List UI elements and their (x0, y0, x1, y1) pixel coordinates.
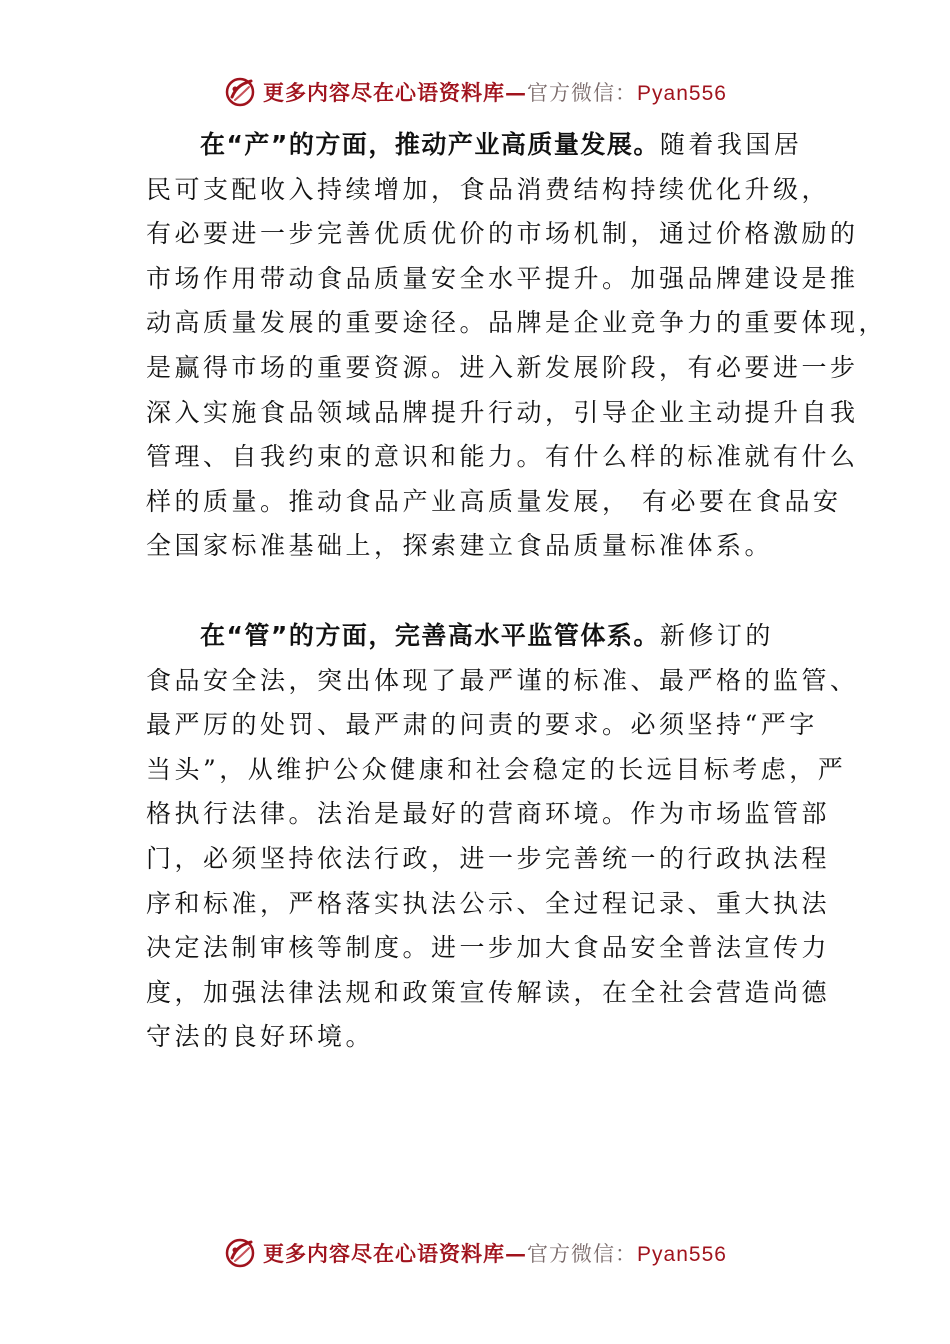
paragraph-line: 格执行法律。法治是最好的营商环境。作为市场监管部 (146, 799, 831, 829)
brand-logo-icon (223, 1236, 257, 1270)
footer-wechat-id: Pyan556 (637, 1243, 727, 1266)
paragraph-line: 最严厉的处罚、最严肃的问责的要求。必须坚持“严字 (146, 710, 818, 740)
paragraph-line: 门，必须坚持依法行政，进一步完善统一的行政执法程 (146, 843, 831, 873)
document-body (146, 123, 888, 1060)
paragraph-line: 是赢得市场的重要资源。进入新发展阶段，有必要进一步 (146, 352, 859, 382)
paragraph-line: 序和标准，严格落实执法公示、全过程记录、重大执法 (146, 888, 831, 918)
paragraph-line: 样的质量。推动食品产业高质量发展， 有必要在食品安 (146, 486, 842, 516)
paragraph-line: 守法的良好环境。 (146, 1022, 375, 1052)
paragraph-line: 有必要进一步完善优质优价的市场机制，通过价格激励的 (146, 219, 859, 249)
footer-banner-text (263, 1238, 727, 1268)
paragraph-line: 当头”，从维护公众健康和社会稳定的长远目标考虑，严 (146, 754, 847, 784)
paragraph-first-line-rest: 随着我国居 (659, 130, 803, 159)
paragraph-line: 全国家标准基础上，探索建立食品质量标准体系。 (146, 531, 774, 561)
paragraph-line: 民可支配收入持续增加，食品消费结构持续优化升级， (146, 174, 831, 204)
paragraph-production (146, 123, 888, 569)
paragraph-line: 食品安全法，突出体现了最严谨的标准、最严格的监管、 (146, 665, 859, 695)
paragraph-line: 深入实施食品领域品牌提升行动，引导企业主动提升自我 (146, 397, 859, 427)
header-banner-title: 更多内容尽在心语资料库— (263, 80, 528, 105)
paragraph-gap (146, 569, 846, 614)
paragraph-line: 决定法制审核等制度。进一步加大食品安全普法宣传力 (146, 933, 831, 963)
paragraph-lead-heading: 在“产”的方面，推动产业高质量发展。 (200, 130, 660, 159)
paragraph-first-line (146, 123, 846, 168)
paragraph-first-line-rest: 新修订的 (659, 620, 774, 650)
paragraph-line: 管理、自我约束的意识和能力。有什么样的标准就有什么 (146, 442, 859, 472)
header-banner-text (263, 77, 727, 107)
header-wechat-label: 官方微信： (527, 81, 638, 105)
header-banner (0, 72, 950, 112)
paragraph-regulation (146, 614, 859, 1060)
header-wechat-id: Pyan556 (637, 82, 727, 105)
brand-logo-icon (223, 75, 257, 109)
footer-banner (0, 1233, 950, 1273)
paragraph-line: 动高质量发展的重要途径。品牌是企业竞争力的重要体现， (146, 308, 888, 338)
paragraph-line: 市场作用带动食品质量安全水平提升。加强品牌建设是推 (146, 263, 859, 293)
paragraph-lead-heading: 在“管”的方面，完善高水平监管体系。 (200, 620, 660, 650)
footer-wechat-label: 官方微信： (527, 1242, 638, 1266)
footer-banner-title: 更多内容尽在心语资料库— (263, 1241, 528, 1266)
paragraph-line: 度，加强法律法规和政策宣传解读，在全社会营造尚德 (146, 977, 831, 1007)
paragraph-first-line (146, 614, 846, 659)
